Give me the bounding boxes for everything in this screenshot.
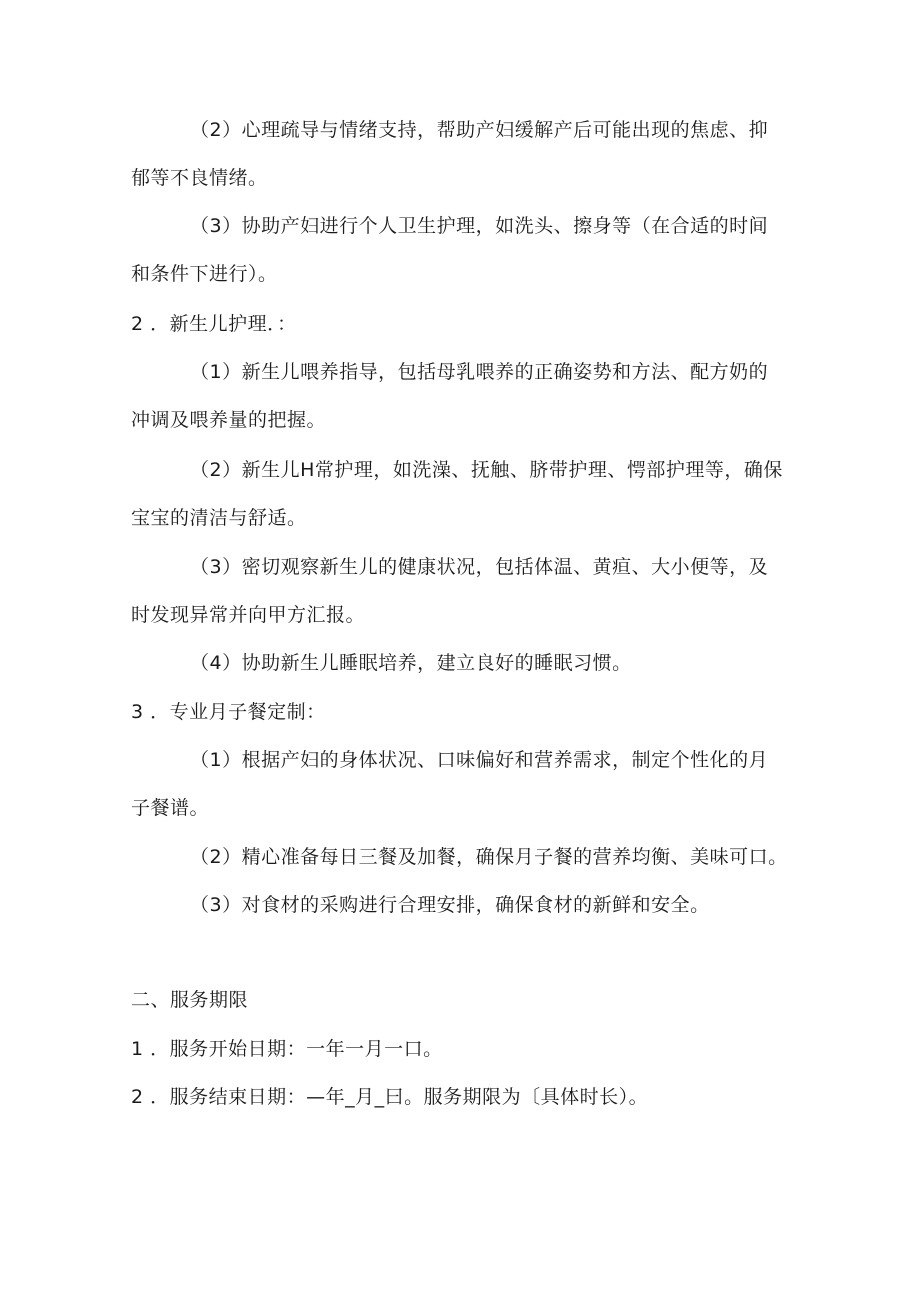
paragraph-line: （2）新生儿H常护理，如洗澡、抚触、脐带护理、愕部护理等，确保	[190, 459, 783, 481]
paragraph-line: （1）根据产妇的身体状况、口味偏好和营养需求，制定个性化的月	[190, 749, 769, 771]
paragraph-line: （3）密切观察新生儿的健康状况，包括体温、黄疸、大小便等，及	[190, 556, 769, 578]
paragraph-line: 子餐谱。	[131, 797, 210, 819]
paragraph-line: （4）协助新生儿睡眠培养，建立良好的睡眠习惯。	[190, 652, 632, 674]
paragraph-line: 郁等不良情绪。	[131, 167, 268, 189]
paragraph-line: （3）协助产妇进行个人卫生护理，如洗头、擦身等（在合适的时间	[190, 215, 769, 237]
paragraph-line: 1 ．服务开始日期：一年一月一口。	[131, 1038, 443, 1060]
paragraph-line: 和条件下进行）。	[131, 263, 278, 285]
paragraph-line: （2）精心准备每日三餐及加餐，确保月子餐的营养均衡、美味可口。	[190, 846, 788, 868]
paragraph-line: 宝宝的清洁与舒适。	[131, 507, 307, 529]
paragraph-line: （2）心理疏导与情绪支持，帮助产妇缓解产后可能出现的焦虑、抑	[190, 119, 769, 141]
paragraph-line: （3）对食材的采购进行合理安排，确保食材的新鲜和安全。	[190, 894, 710, 916]
paragraph-line: 2 ．服务结束日期：—年_月_曰。服务期限为〔具体时长）。	[131, 1086, 649, 1108]
chapter-heading: 二、服务期限	[131, 989, 249, 1011]
section-heading: 2 ．新生儿护理．：	[131, 313, 297, 335]
paragraph-line: 时发现异常并向甲方汇报。	[131, 604, 366, 626]
paragraph-line: 冲调及喂养量的把握。	[131, 409, 327, 431]
paragraph-line: （1）新生儿喂养指导，包括母乳喂养的正确姿势和方法、配方奶的	[190, 361, 769, 383]
section-heading: 3 ．专业月子餐定制：	[131, 701, 326, 723]
